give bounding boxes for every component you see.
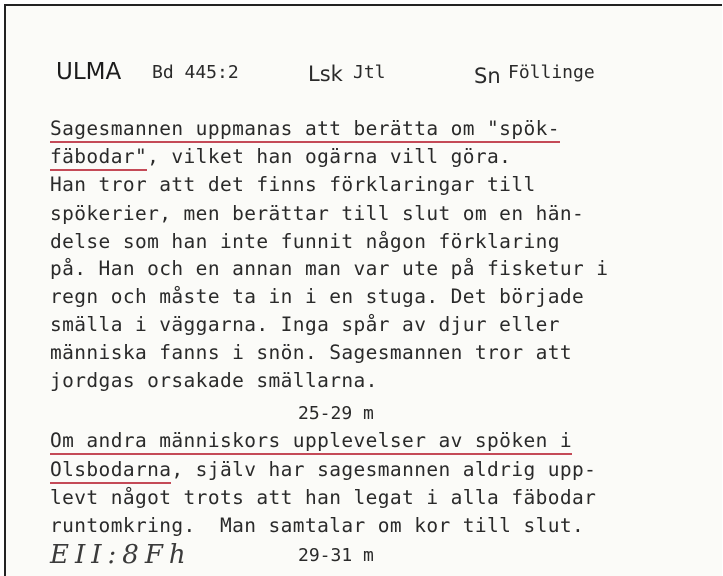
underlined-text: fäbodar" xyxy=(50,145,147,171)
underlined-text: Sagesmannen uppmanas att berätta om "spök- xyxy=(50,117,560,143)
text-line: delse som han inte funnit någon förklaring xyxy=(50,230,560,253)
text-line: Han tror att det finns förklaringar till xyxy=(50,173,536,196)
sn-label: Sn xyxy=(474,64,501,88)
lsk-value: Jtl xyxy=(353,62,386,83)
line-text: , själv har sagesmannen aldrig upp- xyxy=(171,458,597,481)
time-reference: 29-31 m xyxy=(298,545,374,566)
line-text: , vilket han ogärna vill göra. xyxy=(147,145,512,168)
sn-value: Föllinge xyxy=(508,62,595,83)
text-line: smälla i väggarna. Inga spår av djur eller xyxy=(50,313,560,336)
text-line xyxy=(50,457,596,483)
text-line: människa fanns i snön. Sagesmannen tror att xyxy=(50,341,573,364)
handwritten-catalog-code: EII:8Fh xyxy=(50,540,192,570)
archive-name: ULMA xyxy=(56,59,122,85)
text-line: levt något trots att han legat i alla fäbodar xyxy=(50,486,597,509)
text-line xyxy=(50,116,560,142)
bd-number: Bd 445:2 xyxy=(152,62,239,83)
text-line: jordgas orsakade smällarna. xyxy=(50,369,378,392)
text-line: runtomkring. Man samtalar om kor till slut. xyxy=(50,514,585,537)
lsk-label: Lsk xyxy=(308,62,343,86)
text-line: på. Han och en annan man var ute på fisketur i xyxy=(50,257,609,280)
text-line xyxy=(50,144,511,170)
underlined-text: Om andra människors upplevelser av spöken i xyxy=(50,429,572,455)
underlined-text: Olsbodarna xyxy=(50,458,171,484)
time-reference: 25-29 m xyxy=(298,403,374,424)
text-line xyxy=(50,428,572,454)
text-line: regn och måste ta in i en stuga. Det började xyxy=(50,285,585,308)
text-line: spökerier, men berättar till slut om en hän- xyxy=(50,202,585,225)
